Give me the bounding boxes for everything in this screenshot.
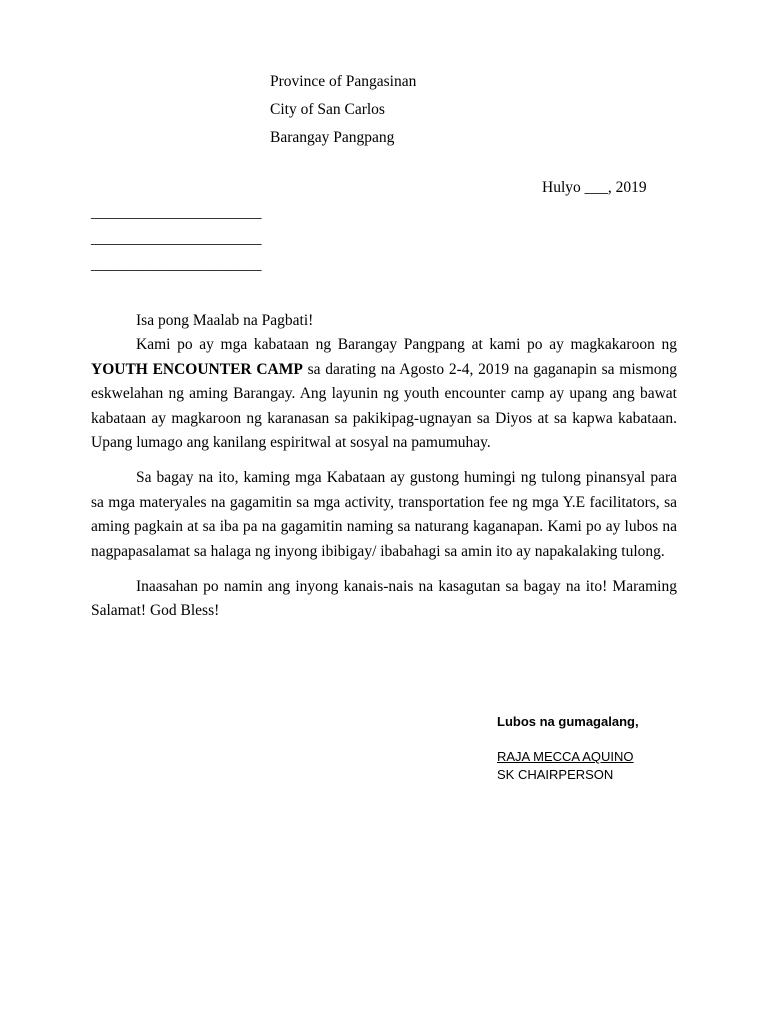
signatory [497,748,639,784]
letter-body [91,309,677,624]
recipient-line-2: ______________________ [91,230,262,247]
closing-salutation: Lubos na gumagalang, [497,714,639,729]
closing-block [497,710,639,784]
paragraph-1-end: sa darating na Agosto 2-4, 2019 na gaganapin sa mismong eskwelahan ng aming Barangay. Ang layunin ng youth encounter camp ay upang ang bawat kabataan ay magkaroon ng karanasan sa pakikipag-ugnayan sa Diyos at sa kapwa kabataan. Upang lumago ang kanilang espiritwal at sosyal na pamumuhay. [91,360,677,452]
signatory-title: SK CHAIRPERSON [497,767,614,782]
letterhead-province: Province of Pangasinan [270,73,417,90]
letter-date: Hulyo ___, 2019 [542,179,647,196]
event-name: YOUTH ENCOUNTER CAMP [91,360,303,378]
recipient-block [91,200,262,278]
letterhead-city: City of San Carlos [270,101,385,118]
letterhead [270,68,416,152]
paragraph-1-start: Kami po ay mga kabataan ng Barangay Pangpang at kami po ay magkakaroon ng [136,336,677,354]
signatory-name: RAJA MECCA AQUINO [497,749,634,764]
recipient-line-3: ______________________ [91,256,262,273]
paragraph-2: Sa bagay na ito, kaming mga Kabataan ay gustong humingi ng tulong pinansyal para sa mga materyales na gagamitin sa mga activity, transportation fee ng mga Y.E facilitators, sa aming pagkain at sa iba pa na gagamitin naming sa naturang kaganapan. Kami po ay lubos na nagpapasalamat sa halaga ng inyong ibibigay/ ibabahagi sa amin ito ay napakalaking tulong. [91,469,677,560]
recipient-line-1: ______________________ [91,204,262,221]
letterhead-barangay: Barangay Pangpang [270,129,395,146]
paragraph-3: Inaasahan po namin ang inyong kanais-nais na kasagutan sa bagay na ito! Maraming Salamat! God Bless! [91,578,677,620]
paragraph-1 [91,333,677,455]
greeting: Isa pong Maalab na Pagbati! [136,312,314,329]
